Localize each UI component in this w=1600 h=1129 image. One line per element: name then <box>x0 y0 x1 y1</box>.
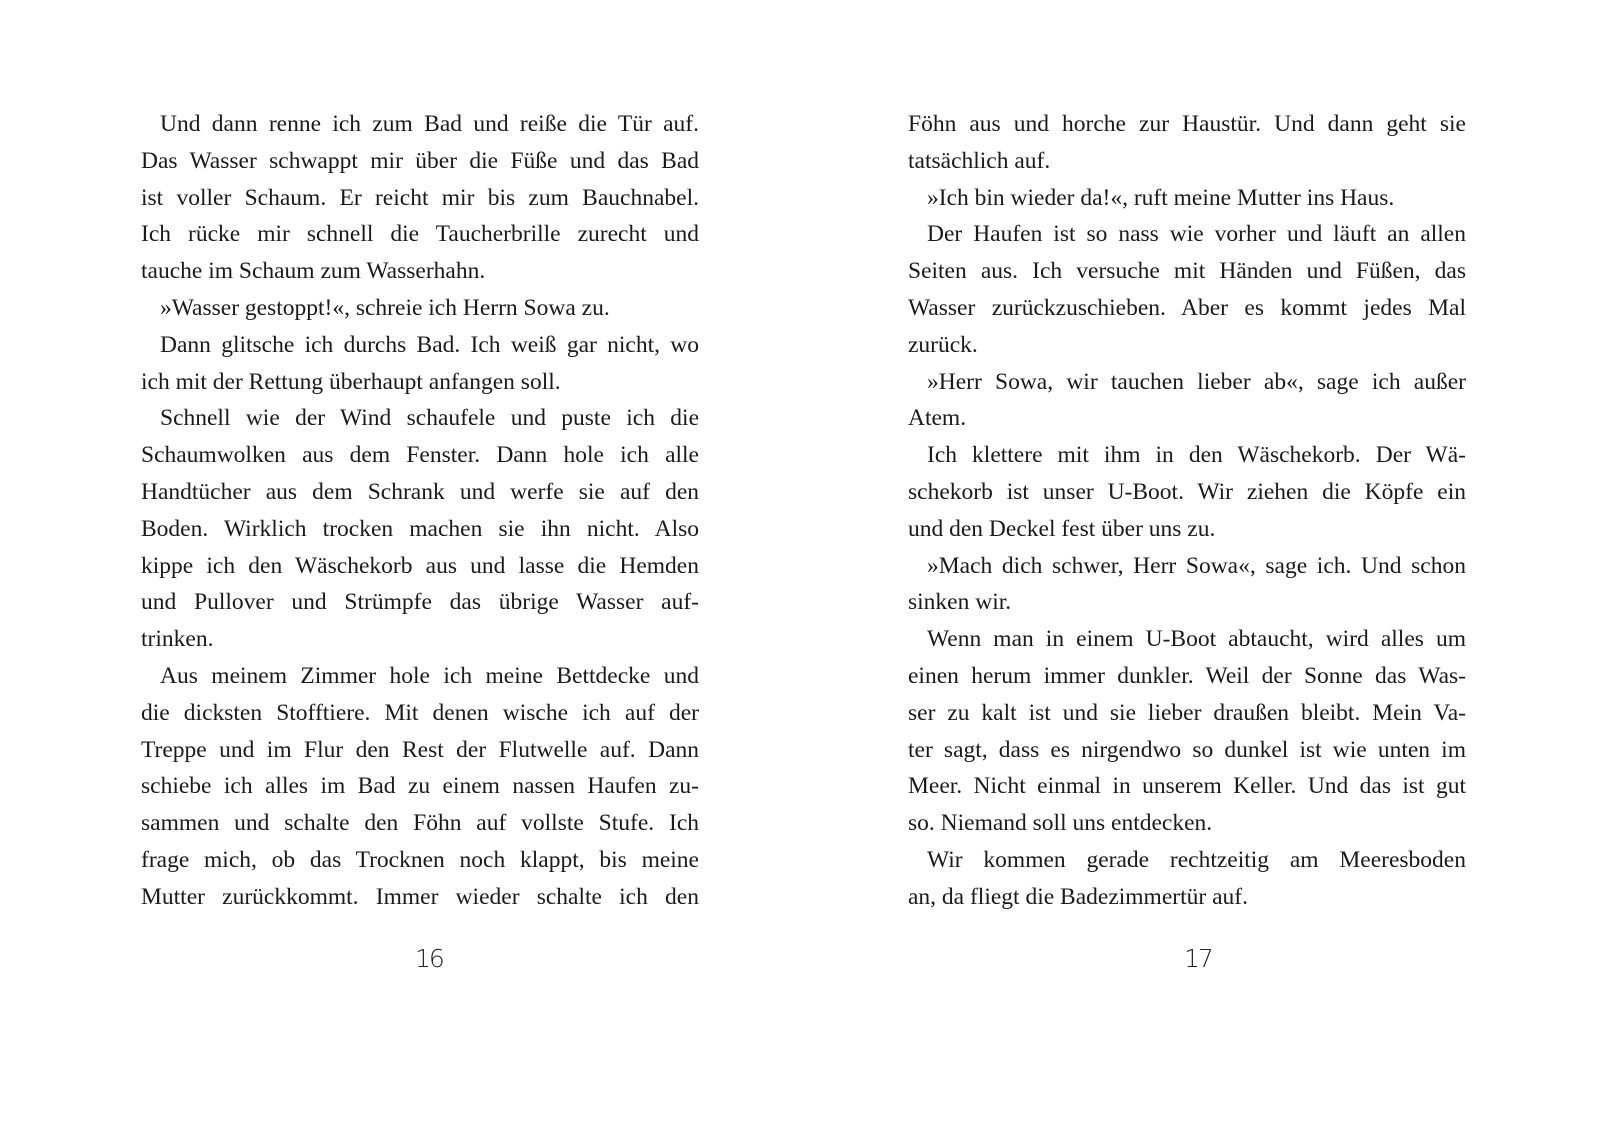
text-line: schiebe ich alles im Bad zu einem nassen Haufen zu- <box>141 773 699 800</box>
right-page-number: 17 <box>1184 944 1212 973</box>
text-line: Aus meinem Zimmer hole ich meine Bettdecke und <box>160 662 699 689</box>
text-line: sammen und schalte den Föhn auf vollste Stufe. Ich <box>141 810 699 837</box>
text-line: ich mit der Rettung überhaupt anfangen soll. <box>141 368 561 395</box>
left-page <box>141 106 699 916</box>
text-line: sinken wir. <box>908 589 1012 616</box>
text-line: Wir kommen gerade rechtzeitig am Meeresboden <box>927 846 1466 873</box>
right-page <box>908 106 1466 916</box>
text-line: zurück. <box>908 331 978 358</box>
text-line: und den Deckel fest über uns zu. <box>908 515 1216 542</box>
text-line: einen herum immer dunkler. Weil der Sonne das Was- <box>908 662 1466 689</box>
text-line: ter sagt, dass es nirgendwo so dunkel ist wie unten im <box>908 736 1466 763</box>
text-line: Boden. Wirklich trocken machen sie ihn nicht. Also <box>141 515 699 542</box>
text-line: Das Wasser schwappt mir über die Füße und das Bad <box>141 147 699 174</box>
text-line: Ich rücke mir schnell die Taucherbrille zurecht und <box>141 221 699 248</box>
text-line: frage mich, ob das Trocknen noch klappt, bis meine <box>141 846 699 873</box>
right-page-text <box>908 106 1466 916</box>
text-line: ist voller Schaum. Er reicht mir bis zum Bauchnabel. <box>141 184 699 211</box>
left-page-number: 16 <box>415 944 443 973</box>
text-line: an, da fliegt die Badezimmertür auf. <box>908 883 1248 910</box>
text-line: Seiten aus. Ich versuche mit Händen und Füßen, das <box>908 258 1466 285</box>
text-line: schekorb ist unser U-Boot. Wir ziehen die Köpfe ein <box>908 478 1466 505</box>
text-line: Treppe und im Flur den Rest der Flutwelle auf. Dann <box>141 736 699 763</box>
text-line: »Herr Sowa, wir tauchen lieber ab«, sage ich außer <box>927 368 1466 395</box>
text-line: Ich klettere mit ihm in den Wäschekorb. Der Wä- <box>927 442 1466 469</box>
text-line: Schnell wie der Wind schaufele und puste ich die <box>160 405 699 432</box>
text-line: tauche im Schaum zum Wasserhahn. <box>141 258 486 285</box>
text-line: Und dann renne ich zum Bad und reiße die Tür auf. <box>160 111 699 137</box>
text-line: Handtücher aus dem Schrank und werfe sie auf den <box>141 478 699 505</box>
left-page-text <box>141 106 699 916</box>
text-line: so. Niemand soll uns entdecken. <box>908 810 1213 837</box>
text-line: »Ich bin wieder da!«, ruft meine Mutter ins Haus. <box>927 184 1395 211</box>
text-line: Föhn aus und horche zur Haustür. Und dann geht sie <box>908 111 1466 137</box>
text-line: kippe ich den Wäschekorb aus und lasse die Hemden <box>141 552 699 579</box>
text-line: ser zu kalt ist und sie lieber draußen bleibt. Mein Va- <box>908 699 1466 726</box>
text-line: Schaumwolken aus dem Fenster. Dann hole ich alle <box>141 442 699 469</box>
text-line: die dicksten Stofftiere. Mit denen wische ich auf der <box>141 699 699 726</box>
text-line: Mutter zurückkommt. Immer wieder schalte ich den <box>141 883 699 910</box>
text-line: »Wasser gestoppt!«, schreie ich Herrn Sowa zu. <box>160 294 610 321</box>
text-line: »Mach dich schwer, Herr Sowa«, sage ich. Und schon <box>927 552 1466 579</box>
text-line: tatsächlich auf. <box>908 147 1051 174</box>
text-line: und Pullover und Strümpfe das übrige Wasser auf- <box>141 589 699 616</box>
text-line: Atem. <box>908 405 967 432</box>
text-line: Der Haufen ist so nass wie vorher und läuft an allen <box>927 221 1466 248</box>
text-line: Wenn man in einem U-Boot abtaucht, wird alles um <box>927 626 1466 653</box>
text-line: trinken. <box>141 626 214 653</box>
text-line: Wasser zurückzuschieben. Aber es kommt jedes Mal <box>908 294 1466 321</box>
text-line: Dann glitsche ich durchs Bad. Ich weiß gar nicht, wo <box>160 331 699 358</box>
text-line: Meer. Nicht einmal in unserem Keller. Und das ist gut <box>908 773 1466 800</box>
